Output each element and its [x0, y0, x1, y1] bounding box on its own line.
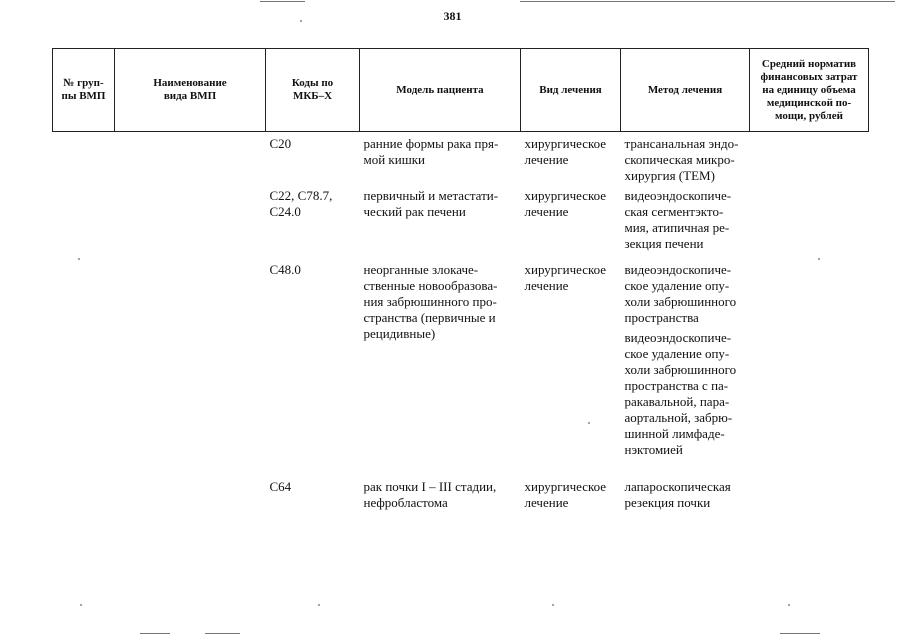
cell-method: видеоэндоскопиче- ская сегментэкто- мия, атипичная ре- зекция печени — [624, 188, 732, 251]
cell-treatment: хирургическое лечение — [524, 479, 607, 510]
scan-artifact-line — [520, 1, 895, 2]
cell-group — [53, 326, 115, 475]
cell-codes: C48.0 — [269, 262, 301, 277]
header-icd-codes: Коды по МКБ–Х — [266, 49, 360, 132]
cell-cost — [750, 132, 869, 185]
cell-codes: C64 — [269, 479, 292, 494]
header-patient-model: Модель пациента — [360, 49, 521, 132]
table-row — [53, 184, 869, 258]
cell-treatment: хирургическое лечение — [524, 136, 607, 167]
cell-cost — [750, 184, 869, 258]
cell-model: рак почки I – III стадии, нефробластома — [363, 479, 497, 510]
scan-artifact-dot — [788, 604, 790, 606]
cell-method: видеоэндоскопиче- ское удаление опу- холи забрюшинного пространства — [624, 262, 737, 325]
scan-artifact-dot — [552, 604, 554, 606]
cell-codes: C20 — [269, 136, 292, 151]
header-average-cost: Средний норматив финансовых затрат на единицу объема медицинской по- мощи, рублей — [750, 49, 869, 132]
scan-artifact-line — [140, 633, 170, 634]
cell-name — [115, 132, 266, 185]
cell-model: первичный и метастати- ческий рак печени — [363, 188, 499, 219]
page-number: 381 — [443, 9, 462, 23]
header-vmp-name: Наименование вида ВМП — [115, 49, 266, 132]
cell-group — [53, 258, 115, 326]
scan-artifact-line — [260, 1, 305, 2]
cell-cost — [750, 258, 869, 326]
cell-method: лапароскопическая резекция почки — [624, 479, 731, 510]
cell-group — [53, 184, 115, 258]
cell-name — [115, 475, 266, 571]
scan-artifact-dot — [80, 604, 82, 606]
cell-name — [115, 326, 266, 475]
cell-name — [115, 258, 266, 326]
cell-codes: C22, C78.7, C24.0 — [269, 188, 333, 219]
scan-artifact-dot — [318, 604, 320, 606]
scan-artifact-line — [780, 633, 820, 634]
cell-model: неорганные злокаче- ственные новообразова- ния забрюшинного про- странства (первичные и рецидивные) — [363, 262, 498, 341]
header-treatment-method: Метод лечения — [621, 49, 750, 132]
cell-method: трансанальная эндо- скопическая микро- хирургия (TEM) — [624, 136, 739, 183]
cell-treatment: хирургическое лечение — [524, 262, 607, 293]
cell-method: видеоэндоскопиче- ское удаление опу- холи забрюшинного пространства с па- ракавальной, пара- аортальной, забрю- шинной лимфаде- нэктомией — [624, 330, 737, 457]
table-row — [53, 475, 869, 571]
cell-name — [115, 184, 266, 258]
cell-cost — [750, 475, 869, 571]
cell-model: ранние формы рака пря- мой кишки — [363, 136, 499, 167]
table-row — [53, 132, 869, 185]
vmp-table — [52, 48, 869, 571]
table-row — [53, 258, 869, 326]
scan-artifact-line — [205, 633, 240, 634]
cell-group — [53, 475, 115, 571]
cell-cost — [750, 326, 869, 475]
cell-treatment: хирургическое лечение — [524, 188, 607, 219]
header-group-number: № груп- пы ВМП — [53, 49, 115, 132]
cell-group — [53, 132, 115, 185]
table-header — [53, 49, 869, 132]
cell-codes — [266, 326, 360, 475]
header-treatment-type: Вид лечения — [521, 49, 621, 132]
